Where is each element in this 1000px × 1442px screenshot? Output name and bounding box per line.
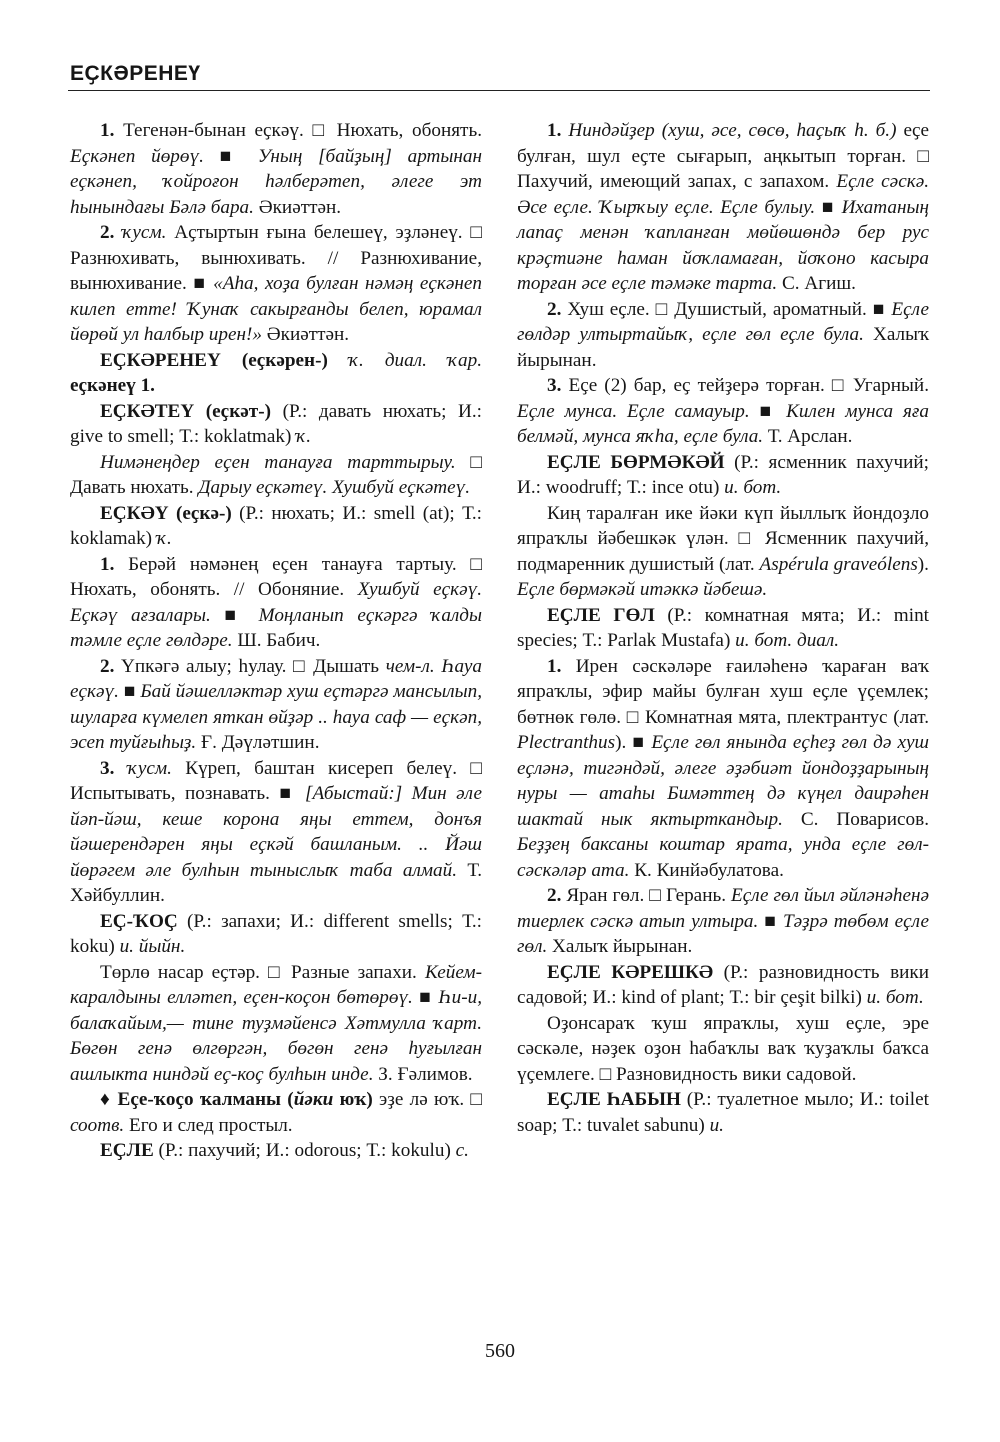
- left-column: [70, 118, 482, 1164]
- dictionary-paragraph: ♦ Еҫе-ҡоҫо ҡалманы (йәки юҡ) эҙе лә юҡ. □ соотв. Его и след простыл.: [70, 1089, 482, 1136]
- dictionary-paragraph: 1. Ниндәйҙер (хуш, әсе, сөсө, һаҫыҡ һ. б.) еҫе булған, шул еҫте сығарып, аңкытып торған. □ Пахучий, имеющий запах, с запахом. Еҫле сәскә. Әсе еҫле. Ҡырҡыу еҫле. Еҫле булыу. ■ Ихатаның лапаҫ менән ҡапланған мөйөшөндә бер рус крәҫтиәне һаман йоҡламаған, йоҡоно касыра торған әсе еҫле тәмәке тарта. С. Агиш.: [517, 120, 930, 294]
- dictionary-paragraph: Төрлө насар еҫтәр. □ Разные запахи. Кейем-каралдыны елләтеп, еҫен-коҫон бөтөрөү. ■ Һи-и, балаҡайым,— тине туҙмәйенсә Хәтмулла ҡарт. Бөгөн генә өлгөргән, бөгөн генә һуғылған ашлыкта ниндәй еҫ-коҫ булһын инде. З. Ғәлимов.: [70, 961, 482, 1085]
- dictionary-paragraph: 2. Үпкәгә алыу; һулау. □ Дышать чем-л. Һауа еҫкәү. ■ Бай йәшелләктәр хуш еҫтәргә мансылып, шуларға күмелеп яткан өйҙәр .. һауа саф — еҫкәп, эсеп туйғыһыҙ. Ғ. Дәүләтшин.: [70, 655, 482, 753]
- dictionary-paragraph: 2. Хуш еҫле. □ Душистый, ароматный. ■ Еҫле гөлдәр ултыртайыҡ, еҫле гөл еҫле була. Халыҡ йырынан.: [517, 298, 929, 371]
- header-rule: [68, 90, 930, 91]
- dictionary-paragraph: ЕҪЛЕ КӘРЕШКӘ (Р.: разновидность вики садовой; И.: kind of plant; Т.: bir çeşit bilki) и. бот.: [517, 961, 930, 1008]
- dictionary-paragraph: ЕҪКӘҮ (еҫкә-) (Р.: нюхать; И.: smell (at); Т.: koklamak) ҡ.: [70, 502, 483, 549]
- dictionary-paragraph: 3. ҡусм. Күреп, баштан кисереп белеү. □ Испытывать, познавать. ■ [Абыстай:] Мин әле йәп-йәш, кеше корона яңы еттем, донъя йәшерендәрен яңы еҫкәй башланым. .. Йәш йөрәгем әле булһын тыныслыҡ таба алмай. Т. Хәйбуллин.: [70, 757, 483, 906]
- dictionary-paragraph: ЕҪЛЕ ҺАБЫН (Р.: туалетное мыло; И.: toilet soap; Т.: tuvalet sabunu) и.: [517, 1089, 929, 1136]
- dictionary-paragraph: Киң таралған ике йәки күп йыллыҡ йондоҙло япраҡлы йәбешкәк үлән. □ Ясменник пахучий, подмаренник душистый (лат. Aspérula graveólens). Еҫле бөрмәкәй итәккә йәбешә.: [517, 502, 929, 600]
- dictionary-paragraph: ЕҪКӘРЕНЕҮ (еҫкәрен-) ҡ. диал. ҡар. еҫкәнеү 1.: [70, 349, 482, 396]
- right-column: [517, 118, 929, 1138]
- dictionary-paragraph: ЕҪЛЕ БӨРМӘКӘЙ (Р.: ясменник пахучий; И.: woodruff; Т.: ince otu) и. бот.: [517, 451, 929, 498]
- running-head: ЕҪКӘРЕНЕҮ: [70, 62, 201, 85]
- dictionary-paragraph: 2. Яран гөл. □ Герань. Еҫле гөл йыл әйләнәһенә тиерлек сәскә атып ултыра. ■ Тәҙрә төбөм еҫле гөл. Халыҡ йырынан.: [517, 885, 929, 957]
- dictionary-paragraph: ЕҪКӘТЕҮ (еҫкәт-) (Р.: давать нюхать; И.: give to smell; Т.: koklatmak) ҡ.: [70, 400, 482, 447]
- dictionary-paragraph: 1. Тегенән-бынан еҫкәү. □ Нюхать, обонять. Еҫкәнеп йөрөү. ■ Уның [байҙың] артынан еҫкәнеп, ҡойроғон һәлберәтеп, әлеге эт һынындағы Бәлә бара. Әкиәттән.: [70, 120, 483, 218]
- dictionary-paragraph: Нимәнеңдер еҫен танауға тарттырыу. □ Давать нюхать. Дарыу еҫкәтеү. Хушбуй еҫкәтеү.: [70, 451, 482, 498]
- dictionary-paragraph: 1. Берәй нәмәнең еҫен танауға тартыу. □ Нюхать, обонять. // Обоняние. Хушбуй еҫкәү. Еҫкәү ағзалары. ■ Моңланып еҫкәргә ҡалды тәмле еҫле гөлдәре. Ш. Бабич.: [70, 553, 483, 651]
- dictionary-paragraph: 2. ҡусм. Аҫтыртын ғына белешеү, эҙләнеү. □ Разнюхивать, вынюхивать. // Разнюхивание, вынюхивание. ■ «Аһа, хоҙа булған нәмәң еҫкәнеп килеп етте! Ҡунаҡ сакырғанды белеп, юрамал йөрөй ул һалбыр ирен!» Әкиәттән.: [70, 222, 482, 345]
- dictionary-paragraph: ЕҪЛЕ ГӨЛ (Р.: комнатная мята; И.: mint species; Т.: Parlak Mustafa) и. бот. диал.: [517, 604, 929, 651]
- dictionary-paragraph: 3. Еҫе (2) бар, еҫ тейҙерә торған. □ Угарный. Еҫле мунса. Еҫле самауыр. ■ Килен мунса яға белмәй, мунса яҡһа, еҫле була. Т. Арслан.: [517, 375, 929, 447]
- dictionary-paragraph: 1. Ирен сәскәләре ғаиләһенә ҡараған ваҡ япраҡлы, эфир майы булған хуш еҫле үҫемлек; бөтнөк гөлө. □ Комнатная мята, плектрантус (лат. Plectranthus). ■ Еҫле гөл янында еҫһеҙ гөл дә хуш еҫләнә, тигәндәй, әлеге әҙәбиәт йондоҙҙарының нуры — атаһы Бимәттең дә күңел даирәһен шактай нык яктырткандыр. С. Поварисов. Беҙҙең баксаны коштар ярата, унда еҫле гөл-сәскәләр ата. К. Кинйәбулатова.: [517, 655, 929, 881]
- dictionary-paragraph: ЕҪЛЕ (Р.: пахучий; И.: odorous; Т.: kokulu) с.: [100, 1140, 469, 1161]
- dictionary-paragraph: ЕҪ-ҠОҪ (Р.: запахи; И.: different smells; Т.: koku) и. йыйн.: [70, 910, 482, 957]
- dictionary-paragraph: Оҙонсараҡ ҡуш япраҡлы, хуш еҫле, эре сәскәле, нәҙек оҙон һабаҡлы ваҡ ҡуҙаҡлы баҡса үҫемлеге. □ Разновидность вики садовой.: [517, 1012, 929, 1085]
- page-number: 560: [485, 1340, 515, 1362]
